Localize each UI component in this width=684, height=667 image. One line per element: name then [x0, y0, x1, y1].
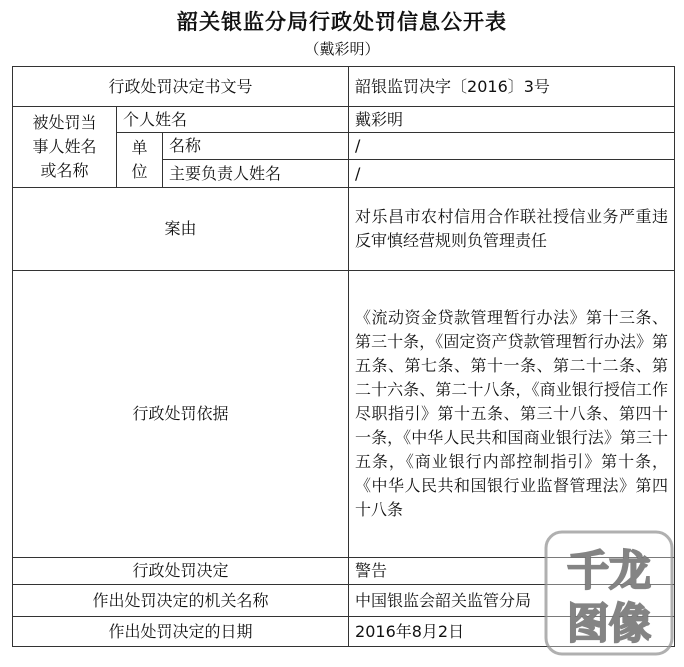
individual-name-label: 个人姓名: [117, 107, 349, 133]
table-row: [13, 67, 675, 107]
unit-label: [117, 133, 163, 188]
page-subtitle: （戴彩明）: [304, 40, 380, 58]
individual-name-value: 戴彩明: [349, 107, 675, 133]
party-label-line: 或名称: [40, 161, 89, 180]
unit-name-label: 名称: [163, 133, 349, 160]
watermark-line1: 千龙: [566, 546, 652, 595]
page-title: 韶关银监分局行政处罚信息公开表: [177, 10, 507, 34]
table-row: [13, 107, 675, 133]
party-label-line: 被处罚当: [32, 113, 97, 132]
party-label: [13, 107, 117, 188]
basis-label: 行政处罚依据: [13, 271, 349, 558]
basis-value: 《流动资金贷款管理暂行办法》第十三条、第三十条，《固定资产贷款管理暂行办法》第五条、第七条、第十一条、第二十二条、第二十六条、第二十八条，《商业银行授信工作尽职指引》第十五条、第三十八条、第四十一条，《中华人民共和国商业银行法》第三十五条，《商业银行内部控制指引》第十条，《中华人民共和国银行业监督管理法》第四十八条: [349, 271, 675, 558]
authority-value: 中国银监会韶关监管分局: [349, 585, 675, 617]
unit-head-label: 主要负责人姓名: [163, 160, 349, 188]
case-value: 对乐昌市农村信用合作联社授信业务严重违反审慎经营规则负管理责任: [349, 188, 675, 271]
decision-value: 警告: [349, 558, 675, 585]
watermark-line2: 图像: [566, 599, 652, 648]
authority-label: 作出处罚决定的机关名称: [13, 585, 349, 617]
party-label-line: 事人姓名: [32, 137, 97, 156]
decision-label: 行政处罚决定: [13, 558, 349, 585]
unit-label-line: 单: [131, 138, 148, 157]
doc-number-label: 行政处罚决定书文号: [13, 67, 349, 107]
unit-label-line: 位: [131, 162, 148, 181]
date-label: 作出处罚决定的日期: [13, 617, 349, 647]
watermark-logo: [544, 530, 674, 656]
table-row: [13, 188, 675, 271]
date-value: 2016年8月2日: [349, 617, 675, 647]
unit-name-value: /: [349, 133, 675, 160]
unit-head-value: /: [349, 160, 675, 188]
case-label: 案由: [13, 188, 349, 271]
table-row: [13, 271, 675, 558]
doc-number-value: 韶银监罚决字〔2016〕3号: [349, 67, 675, 107]
